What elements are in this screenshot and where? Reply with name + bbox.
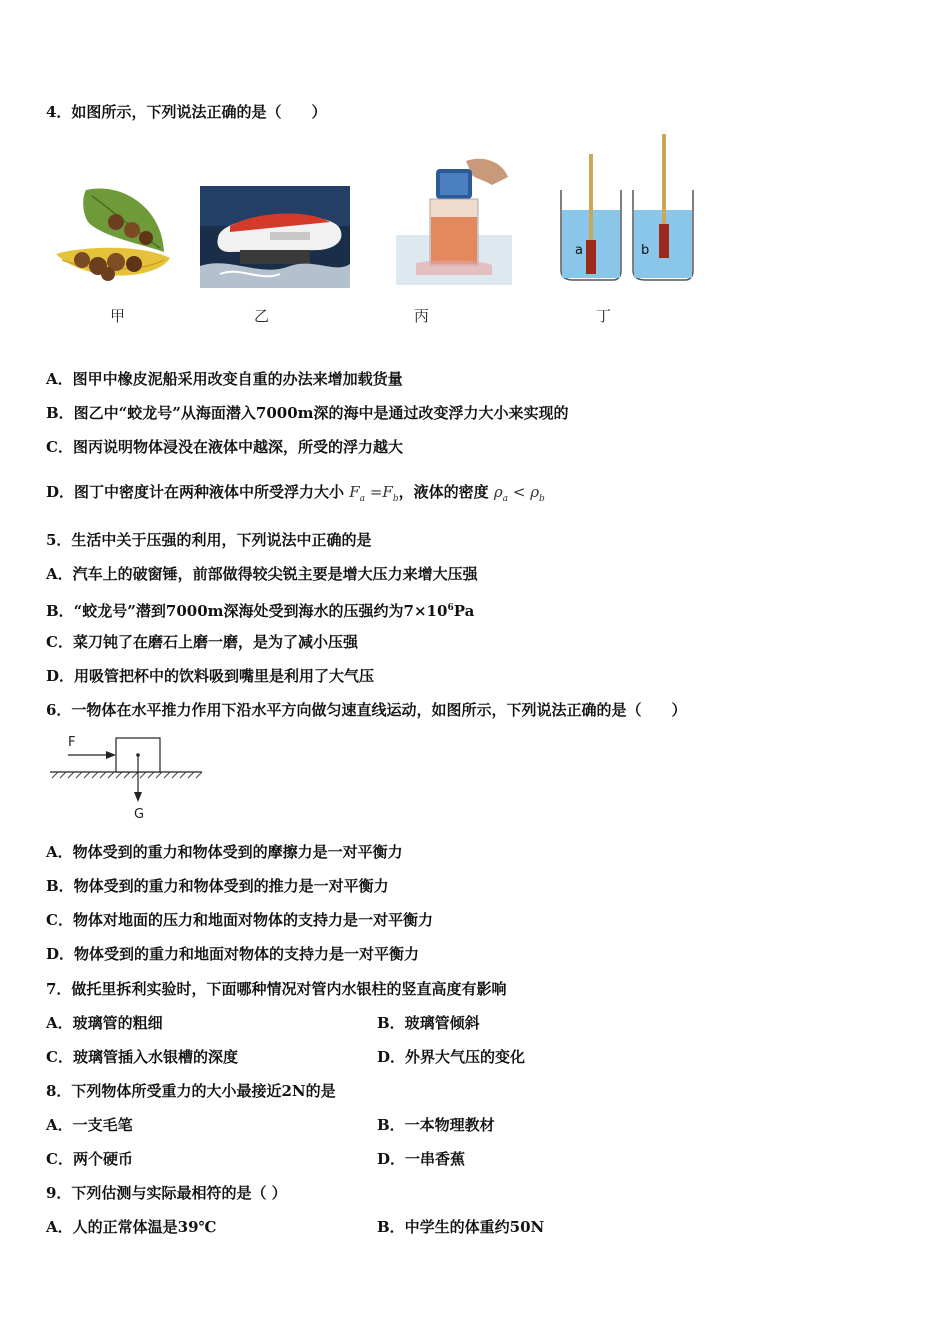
figure-force-diagram (46, 730, 206, 822)
q8-option-c: C．两个硬币 (46, 1150, 133, 1168)
formula-density: $\rho_a < \rho_b$ (493, 483, 545, 504)
q6-option-c: C．物体对地面的压力和地面对物体的支持力是一对平衡力 (46, 911, 433, 929)
q9-option-b: B．中学生的体重约50N (377, 1218, 545, 1236)
q5-option-a: A．汽车上的破窗锤，前部做得较尖锐主要是增大压力来增大压强 (46, 565, 478, 583)
q9-stem: 9．下列估测与实际最相符的是（ ） (46, 1184, 287, 1202)
q4-option-d (46, 482, 545, 509)
q8-option-a: A．一支毛笔 (46, 1116, 133, 1134)
q8-option-d: D．一串香蕉 (377, 1150, 466, 1168)
q4-option-b: B．图乙中“蛟龙号”从海面潜入7000m深的海中是通过改变浮力大小来实现的 (46, 404, 569, 422)
q5-option-b: B．“蛟龙号”潜到7000m深海处受到海水的压强约为$7\times 10^6Pa$ (46, 602, 475, 620)
figure-ding-beakers (555, 130, 701, 286)
force-g-label: G (134, 807, 145, 822)
q6-stem: 6．一物体在水平推力作用下沿水平方向做匀速直线运动，如图所示，下列说法正确的是（ ） (46, 701, 687, 719)
caption-jia: 甲 (110, 307, 126, 325)
formula-buoyancy: $F_a =F_b$ (349, 483, 399, 504)
force-f-label: F (68, 735, 76, 750)
q4-option-d-mid: ，液体的密度 (398, 483, 489, 501)
q8-option-b: B．一本物理教材 (377, 1116, 495, 1134)
q5-option-d: D．用吸管把杯中的饮料吸到嘴里是利用了大气压 (46, 667, 375, 685)
q6-option-b: B．物体受到的重力和物体受到的推力是一对平衡力 (46, 877, 389, 895)
beaker-a-label: a (575, 243, 583, 258)
q6-option-d: D．物体受到的重力和地面对物体的支持力是一对平衡力 (46, 945, 420, 963)
q5-stem: 5．生活中关于压强的利用，下列说法中正确的是 (46, 531, 372, 549)
q7-option-a: A．玻璃管的粗细 (46, 1014, 163, 1032)
q7-stem: 7．做托里拆利实验时，下面哪种情况对管内水银柱的竖直高度有影响 (46, 980, 507, 998)
q9-option-a: A．人的正常体温是39℃ (46, 1218, 217, 1236)
caption-bing: 丙 (414, 307, 430, 325)
caption-yi: 乙 (254, 307, 270, 325)
figure-bing-beaker (396, 155, 512, 285)
q6-option-a: A．物体受到的重力和物体受到的摩擦力是一对平衡力 (46, 843, 403, 861)
q4-stem: 4．如图所示，下列说法正确的是（ ） (46, 103, 327, 121)
q8-stem: 8．下列物体所受重力的大小最接近2N的是 (46, 1082, 336, 1100)
figure-jia-boat (52, 182, 177, 292)
q7-option-d: D．外界大气压的变化 (377, 1048, 526, 1066)
q4-option-c: C．图丙说明物体浸没在液体中越深，所受的浮力越大 (46, 438, 403, 456)
caption-ding: 丁 (596, 307, 612, 325)
q4-option-a: A．图甲中橡皮泥船采用改变自重的办法来增加载货量 (46, 370, 403, 388)
beaker-b-label: b (641, 243, 650, 258)
q7-option-b: B．玻璃管倾斜 (377, 1014, 480, 1032)
q4-option-d-text: D．图丁中密度计在两种液体中所受浮力大小 (46, 483, 345, 501)
figure-yi-submersible (200, 186, 350, 288)
q7-option-c: C．玻璃管插入水银槽的深度 (46, 1048, 238, 1066)
q5-option-c: C．菜刀钝了在磨石上磨一磨，是为了减小压强 (46, 633, 358, 651)
